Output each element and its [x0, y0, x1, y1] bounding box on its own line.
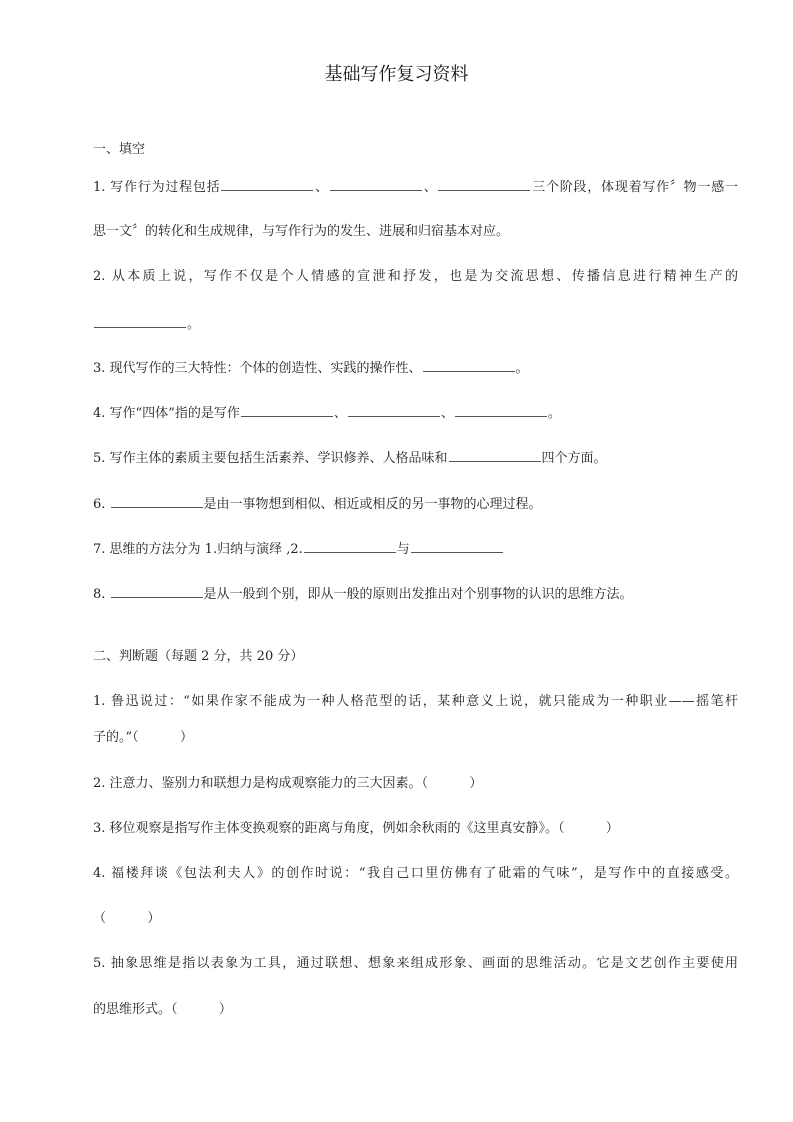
text-line [93, 583, 738, 605]
fill-in-blank[interactable] [330, 176, 422, 191]
text-segment: 二、判断题（每题 2 分，共 20 分） [93, 649, 304, 664]
text-segment: 是由一事物想到相似、相近或相反的另一事物的心理过程。 [203, 497, 542, 512]
text-line [93, 692, 738, 712]
text-line [93, 140, 738, 160]
fill-in-blank[interactable] [221, 176, 313, 191]
text-segment: 3. 移位观察是指写作主体变换观察的距离与角度，例如余秋雨的《这里真安静》。（ ） [93, 821, 619, 836]
text-segment: 。 [547, 406, 561, 421]
fill-in-blank[interactable] [423, 357, 515, 372]
fill-in-blank[interactable] [411, 538, 503, 553]
text-line [93, 402, 738, 424]
text-line [93, 864, 738, 884]
text-segment: 7. 思维的方法分为 1.归纳与演绎 ,2. [93, 542, 303, 557]
text-line [93, 1000, 738, 1020]
text-line [93, 647, 738, 667]
text-segment: 、 [333, 406, 347, 421]
text-line [93, 493, 738, 515]
fill-in-blank[interactable] [455, 402, 547, 417]
text-line [93, 538, 738, 560]
text-segment: 2. 注意力、鉴别力和联想力是构成观察能力的三大因素。（ ） [93, 776, 483, 791]
text-line [93, 267, 738, 287]
text-line [93, 954, 738, 974]
text-segment: 是从一般到个别，即从一般的原则出发推出对个别事物的认识的思维方法。 [203, 587, 633, 602]
fill-in-blank[interactable] [94, 313, 186, 328]
text-line [93, 909, 738, 929]
fill-in-blank[interactable] [438, 176, 530, 191]
text-segment: 、 [422, 180, 438, 195]
text-segment: 。 [187, 317, 201, 332]
fill-in-blank[interactable] [111, 493, 203, 508]
text-line [93, 728, 738, 748]
text-segment: （ ） [93, 911, 161, 926]
text-segment: 3. 现代写作的三大特性：个体的创造性、实践的操作性、 [93, 361, 422, 376]
document-title: 基础写作复习资料 [324, 64, 469, 85]
text-segment: 6. [93, 497, 110, 512]
text-segment: 8. [93, 587, 110, 602]
text-segment: 5. 写作主体的素质主要包括生活素养、学识修养、人格品味和 [93, 451, 448, 466]
text-line [93, 819, 738, 839]
fill-in-blank[interactable] [304, 538, 396, 553]
text-segment: 1. 鲁迅说过：“如果作家不能成为一种人格范型的话，某种意义上说，就只能成为一种职业——摇笔杆 [93, 694, 738, 709]
text-segment: 2. 从本质上说，写作不仅是个人情感的宣泄和抒发，也是为交流思想、传播信息进行精神生产的 [93, 269, 738, 284]
text-segment: 四个方面。 [541, 451, 607, 466]
text-segment: 、 [314, 180, 329, 195]
text-segment: 。 [515, 361, 529, 376]
fill-in-blank[interactable] [111, 583, 203, 598]
text-segment: 4. 福楼拜谈《包法利夫人》的创作时说：“我自己口里仿佛有了砒霜的气味”，是写作中的直接感受。 [93, 866, 738, 881]
text-line [93, 176, 738, 198]
text-segment: 5. 抽象思维是指以表象为工具，通过联想、想象来组成形象、画面的思维活动。它是文艺创作主要使用 [93, 956, 738, 971]
text-segment: 三个阶段，体现着写作〞物一感一 [531, 180, 738, 195]
text-segment: 一、填空 [93, 142, 146, 157]
text-line [93, 357, 738, 379]
text-line [93, 313, 738, 335]
fill-in-blank[interactable] [449, 447, 541, 462]
text-line [93, 222, 738, 242]
text-segment: 、 [440, 406, 454, 421]
fill-in-blank[interactable] [241, 402, 333, 417]
text-segment: 的思维形式。（ ） [93, 1002, 232, 1017]
text-line [93, 447, 738, 469]
text-segment: 1. 写作行为过程包括 [93, 180, 221, 195]
text-segment: 与 [396, 542, 410, 557]
text-segment: 思一文〞的转化和生成规律，与写作行为的发生、进展和归宿基本对应。 [93, 224, 510, 239]
fill-in-blank[interactable] [348, 402, 440, 417]
text-segment: 4. 写作“四体”指的是写作 [93, 406, 240, 421]
text-line [93, 774, 738, 794]
text-segment: 子的。”（ ） [93, 730, 193, 745]
